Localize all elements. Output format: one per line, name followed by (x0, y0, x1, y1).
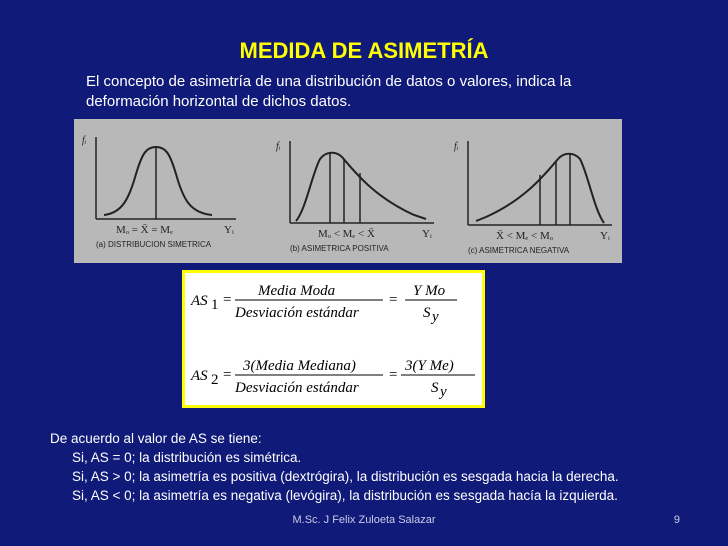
formula-as1 (190, 283, 457, 325)
axis-x-label-c: Yᵢ (600, 230, 610, 242)
as1-den2-sub: y (432, 309, 439, 325)
panel-symmetric (82, 135, 236, 249)
formula-box (182, 270, 485, 408)
note-item: Si, AS < 0; la asimetría es negativa (levógira), la distribución es sesgada hacía la izquierda. (72, 488, 618, 503)
caption-c: (c) ASIMETRICA NEGATIVA (468, 246, 570, 255)
axis-y-label-b: fᵢ (276, 141, 281, 152)
axis-y-label-c: fᵢ (454, 141, 459, 152)
panel-positive (276, 141, 434, 253)
intro-line-1: El concepto de asimetría de una distribución de datos o valores, indica la (86, 73, 572, 90)
as2-lhs: AS (191, 368, 208, 384)
skewness-figure (74, 119, 622, 263)
as1-sub: 1 (211, 297, 219, 313)
panel-negative (454, 141, 612, 255)
slide-title: MEDIDA DE ASIMETRÍA (239, 38, 489, 63)
as2-numerator: 3(Media Mediana) (243, 358, 356, 374)
as2-den2-sub: y (440, 384, 447, 400)
caption-b: (b) ASIMETRICA POSITIVA (290, 244, 389, 253)
axis-x-label-b: Yᵢ (422, 228, 432, 240)
svg-text:=: = (389, 367, 398, 383)
svg-text:=: = (223, 367, 232, 383)
intro-text (86, 72, 686, 112)
svg-text:=: = (389, 292, 398, 308)
notes (50, 429, 720, 505)
axis-y-label-a: fᵢ (82, 135, 87, 146)
as1-denominator-2: S (423, 305, 431, 321)
as1-numerator-2: Y Mo (413, 283, 446, 299)
page-number: 9 (673, 514, 680, 526)
relation-b: Mₒ < Mₑ < X̄ (318, 228, 375, 240)
note-item: Si, AS > 0; la asimetría es positiva (dextrógira), la distribución es sesgada hacia la derecha. (72, 469, 619, 484)
notes-lead: De acuerdo al valor de AS se tiene: (50, 431, 262, 446)
axis-x-label-a: Yᵢ (224, 224, 234, 236)
footer-author: M.Sc. J Felix Zuloeta Salazar (292, 514, 436, 526)
formula-as2 (190, 358, 475, 400)
as2-sub: 2 (211, 372, 219, 388)
as1-denominator: Desviación estándar (235, 305, 359, 321)
relation-c: X̄ < Mₑ < Mₒ (496, 230, 553, 242)
as2-denominator: Desviación estándar (235, 380, 359, 396)
as2-denominator-2: S (431, 380, 439, 396)
caption-a: (a) DISTRIBUCION SIMETRICA (96, 240, 212, 249)
note-item: Si, AS = 0; la distribución es simétrica. (72, 450, 302, 465)
formula-svg (185, 273, 482, 405)
as2-numerator-2: 3(Y Me) (405, 358, 454, 374)
svg-text:=: = (223, 292, 232, 308)
intro-line-2: deformación horizontal de dichos datos. (86, 93, 352, 110)
as1-numerator: Media Moda (258, 283, 336, 299)
relation-a: Mₒ = X̄ = Mₑ (116, 224, 173, 236)
as1-lhs: AS (191, 293, 208, 309)
skewness-diagrams (74, 119, 622, 263)
